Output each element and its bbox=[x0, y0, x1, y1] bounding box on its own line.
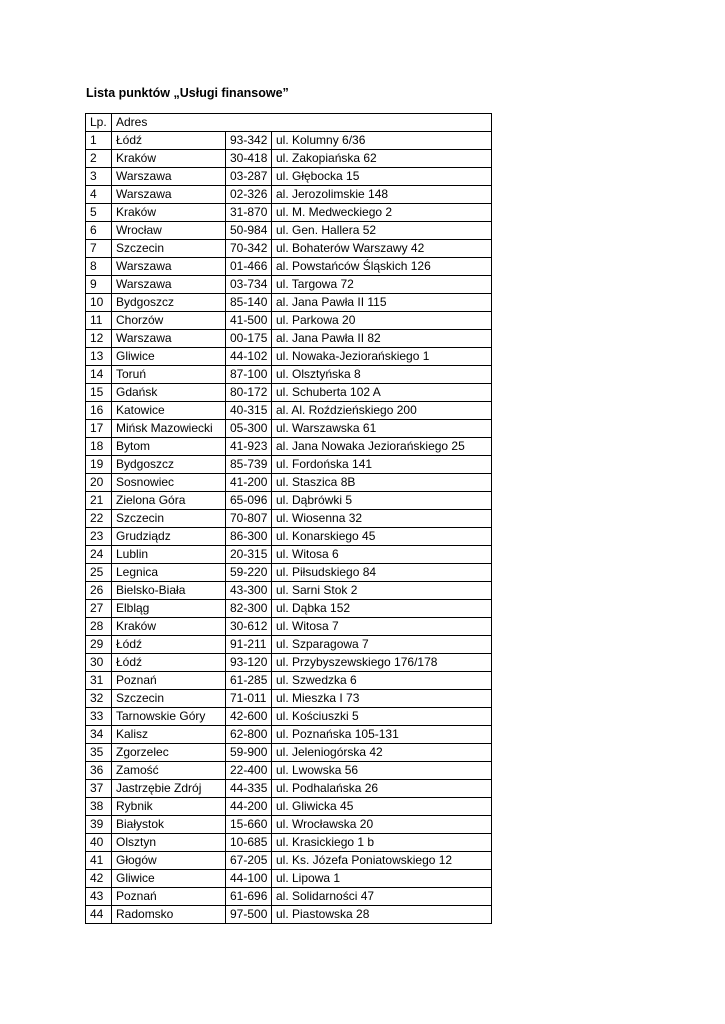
row-number: 11 bbox=[86, 312, 112, 330]
row-number: 41 bbox=[86, 852, 112, 870]
table-row bbox=[86, 654, 492, 672]
row-postal-code: 42-600 bbox=[226, 708, 272, 726]
row-city: Sosnowiec bbox=[112, 474, 226, 492]
row-city: Białystok bbox=[112, 816, 226, 834]
table-row bbox=[86, 204, 492, 222]
row-postal-code: 59-220 bbox=[226, 564, 272, 582]
row-number: 27 bbox=[86, 600, 112, 618]
row-street: al. Jana Pawła II 82 bbox=[272, 330, 492, 348]
table-row bbox=[86, 906, 492, 924]
row-postal-code: 87-100 bbox=[226, 366, 272, 384]
table-row bbox=[86, 528, 492, 546]
row-city: Bydgoszcz bbox=[112, 294, 226, 312]
row-street: al. Jerozolimskie 148 bbox=[272, 186, 492, 204]
row-street: ul. Dąbrówki 5 bbox=[272, 492, 492, 510]
header-lp: Lp. bbox=[86, 114, 112, 132]
row-postal-code: 30-612 bbox=[226, 618, 272, 636]
document-title: Lista punktów „Usługi finansowe” bbox=[86, 86, 289, 100]
row-number: 43 bbox=[86, 888, 112, 906]
row-city: Chorzów bbox=[112, 312, 226, 330]
row-city: Łódź bbox=[112, 636, 226, 654]
row-postal-code: 93-120 bbox=[226, 654, 272, 672]
row-street: al. Jana Nowaka Jeziorańskiego 25 bbox=[272, 438, 492, 456]
table-row bbox=[86, 294, 492, 312]
row-postal-code: 80-172 bbox=[226, 384, 272, 402]
row-street: ul. Zakopiańska 62 bbox=[272, 150, 492, 168]
row-number: 1 bbox=[86, 132, 112, 150]
row-postal-code: 70-807 bbox=[226, 510, 272, 528]
row-city: Toruń bbox=[112, 366, 226, 384]
table-row bbox=[86, 348, 492, 366]
row-street: ul. Sarni Stok 2 bbox=[272, 582, 492, 600]
row-street: ul. Gliwicka 45 bbox=[272, 798, 492, 816]
row-number: 37 bbox=[86, 780, 112, 798]
row-postal-code: 10-685 bbox=[226, 834, 272, 852]
row-city: Gdańsk bbox=[112, 384, 226, 402]
row-number: 36 bbox=[86, 762, 112, 780]
row-postal-code: 61-696 bbox=[226, 888, 272, 906]
row-street: ul. Ks. Józefa Poniatowskiego 12 bbox=[272, 852, 492, 870]
row-number: 12 bbox=[86, 330, 112, 348]
row-number: 17 bbox=[86, 420, 112, 438]
row-street: ul. Piłsudskiego 84 bbox=[272, 564, 492, 582]
row-postal-code: 50-984 bbox=[226, 222, 272, 240]
row-city: Warszawa bbox=[112, 258, 226, 276]
row-street: ul. Fordońska 141 bbox=[272, 456, 492, 474]
row-number: 35 bbox=[86, 744, 112, 762]
row-postal-code: 65-096 bbox=[226, 492, 272, 510]
row-street: ul. Kościuszki 5 bbox=[272, 708, 492, 726]
table-row bbox=[86, 474, 492, 492]
row-number: 7 bbox=[86, 240, 112, 258]
table-row bbox=[86, 672, 492, 690]
row-street: ul. Szwedzka 6 bbox=[272, 672, 492, 690]
row-city: Bytom bbox=[112, 438, 226, 456]
row-postal-code: 44-335 bbox=[226, 780, 272, 798]
row-street: ul. Wrocławska 20 bbox=[272, 816, 492, 834]
row-street: ul. Jeleniogórska 42 bbox=[272, 744, 492, 762]
row-postal-code: 15-660 bbox=[226, 816, 272, 834]
table-row bbox=[86, 852, 492, 870]
table-row bbox=[86, 834, 492, 852]
row-number: 22 bbox=[86, 510, 112, 528]
row-city: Warszawa bbox=[112, 330, 226, 348]
row-street: ul. M. Medweckiego 2 bbox=[272, 204, 492, 222]
row-number: 42 bbox=[86, 870, 112, 888]
row-number: 10 bbox=[86, 294, 112, 312]
row-postal-code: 41-200 bbox=[226, 474, 272, 492]
table-row bbox=[86, 708, 492, 726]
row-number: 18 bbox=[86, 438, 112, 456]
row-postal-code: 93-342 bbox=[226, 132, 272, 150]
row-street: ul. Mieszka I 73 bbox=[272, 690, 492, 708]
row-number: 3 bbox=[86, 168, 112, 186]
row-street: ul. Nowaka-Jeziorańskiego 1 bbox=[272, 348, 492, 366]
table-row bbox=[86, 618, 492, 636]
row-postal-code: 20-315 bbox=[226, 546, 272, 564]
table-header-row bbox=[86, 114, 492, 132]
table-row bbox=[86, 384, 492, 402]
row-city: Warszawa bbox=[112, 186, 226, 204]
row-city: Elbląg bbox=[112, 600, 226, 618]
row-city: Kalisz bbox=[112, 726, 226, 744]
table-row bbox=[86, 870, 492, 888]
row-city: Szczecin bbox=[112, 690, 226, 708]
table-row bbox=[86, 798, 492, 816]
row-street: ul. Lwowska 56 bbox=[272, 762, 492, 780]
table-row bbox=[86, 780, 492, 798]
row-postal-code: 85-140 bbox=[226, 294, 272, 312]
row-postal-code: 71-011 bbox=[226, 690, 272, 708]
table-row bbox=[86, 762, 492, 780]
row-city: Kraków bbox=[112, 150, 226, 168]
row-postal-code: 91-211 bbox=[226, 636, 272, 654]
row-number: 9 bbox=[86, 276, 112, 294]
row-city: Mińsk Mazowiecki bbox=[112, 420, 226, 438]
row-postal-code: 85-739 bbox=[226, 456, 272, 474]
table-row bbox=[86, 168, 492, 186]
row-street: ul. Bohaterów Warszawy 42 bbox=[272, 240, 492, 258]
row-number: 19 bbox=[86, 456, 112, 474]
row-city: Lublin bbox=[112, 546, 226, 564]
row-street: ul. Witosa 7 bbox=[272, 618, 492, 636]
row-number: 24 bbox=[86, 546, 112, 564]
row-number: 8 bbox=[86, 258, 112, 276]
row-street: ul. Schuberta 102 A bbox=[272, 384, 492, 402]
table-row bbox=[86, 132, 492, 150]
row-number: 4 bbox=[86, 186, 112, 204]
table-row bbox=[86, 582, 492, 600]
table-row bbox=[86, 150, 492, 168]
row-number: 14 bbox=[86, 366, 112, 384]
row-number: 6 bbox=[86, 222, 112, 240]
table-row bbox=[86, 492, 492, 510]
table-row bbox=[86, 438, 492, 456]
row-street: ul. Targowa 72 bbox=[272, 276, 492, 294]
row-postal-code: 70-342 bbox=[226, 240, 272, 258]
row-number: 2 bbox=[86, 150, 112, 168]
row-postal-code: 31-870 bbox=[226, 204, 272, 222]
row-postal-code: 01-466 bbox=[226, 258, 272, 276]
row-city: Poznań bbox=[112, 672, 226, 690]
row-street: ul. Piastowska 28 bbox=[272, 906, 492, 924]
table-row bbox=[86, 312, 492, 330]
table-row bbox=[86, 420, 492, 438]
row-number: 29 bbox=[86, 636, 112, 654]
row-number: 39 bbox=[86, 816, 112, 834]
row-street: ul. Warszawska 61 bbox=[272, 420, 492, 438]
row-number: 33 bbox=[86, 708, 112, 726]
row-number: 20 bbox=[86, 474, 112, 492]
row-city: Zielona Góra bbox=[112, 492, 226, 510]
row-number: 40 bbox=[86, 834, 112, 852]
table-row bbox=[86, 636, 492, 654]
row-number: 38 bbox=[86, 798, 112, 816]
row-postal-code: 86-300 bbox=[226, 528, 272, 546]
row-city: Tarnowskie Góry bbox=[112, 708, 226, 726]
table-row bbox=[86, 816, 492, 834]
row-city: Szczecin bbox=[112, 510, 226, 528]
row-city: Rybnik bbox=[112, 798, 226, 816]
row-street: ul. Witosa 6 bbox=[272, 546, 492, 564]
row-street: al. Jana Pawła II 115 bbox=[272, 294, 492, 312]
row-street: ul. Konarskiego 45 bbox=[272, 528, 492, 546]
row-number: 15 bbox=[86, 384, 112, 402]
row-postal-code: 22-400 bbox=[226, 762, 272, 780]
row-street: ul. Gen. Hallera 52 bbox=[272, 222, 492, 240]
row-city: Olsztyn bbox=[112, 834, 226, 852]
table-row bbox=[86, 222, 492, 240]
row-city: Kraków bbox=[112, 204, 226, 222]
row-postal-code: 41-500 bbox=[226, 312, 272, 330]
row-city: Radomsko bbox=[112, 906, 226, 924]
table-row bbox=[86, 600, 492, 618]
table-row bbox=[86, 888, 492, 906]
row-postal-code: 44-102 bbox=[226, 348, 272, 366]
row-city: Głogów bbox=[112, 852, 226, 870]
row-number: 5 bbox=[86, 204, 112, 222]
table-row bbox=[86, 258, 492, 276]
row-street: al. Powstańców Śląskich 126 bbox=[272, 258, 492, 276]
row-postal-code: 44-100 bbox=[226, 870, 272, 888]
row-city: Bielsko-Biała bbox=[112, 582, 226, 600]
table-row bbox=[86, 456, 492, 474]
row-number: 21 bbox=[86, 492, 112, 510]
table-row bbox=[86, 726, 492, 744]
table-row bbox=[86, 276, 492, 294]
row-postal-code: 61-285 bbox=[226, 672, 272, 690]
header-address: Adres bbox=[112, 114, 492, 132]
row-city: Zamość bbox=[112, 762, 226, 780]
row-city: Grudziądz bbox=[112, 528, 226, 546]
table-row bbox=[86, 510, 492, 528]
row-postal-code: 62-800 bbox=[226, 726, 272, 744]
row-city: Poznań bbox=[112, 888, 226, 906]
row-number: 44 bbox=[86, 906, 112, 924]
row-street: ul. Głębocka 15 bbox=[272, 168, 492, 186]
table-row bbox=[86, 402, 492, 420]
row-postal-code: 82-300 bbox=[226, 600, 272, 618]
row-city: Warszawa bbox=[112, 168, 226, 186]
row-postal-code: 03-287 bbox=[226, 168, 272, 186]
row-street: ul. Poznańska 105-131 bbox=[272, 726, 492, 744]
row-city: Łódź bbox=[112, 132, 226, 150]
row-postal-code: 05-300 bbox=[226, 420, 272, 438]
row-street: ul. Przybyszewskiego 176/178 bbox=[272, 654, 492, 672]
table-row bbox=[86, 546, 492, 564]
row-postal-code: 30-418 bbox=[226, 150, 272, 168]
points-table bbox=[85, 113, 492, 924]
table-row bbox=[86, 744, 492, 762]
row-city: Łódź bbox=[112, 654, 226, 672]
row-city: Gliwice bbox=[112, 348, 226, 366]
row-city: Wrocław bbox=[112, 222, 226, 240]
row-number: 26 bbox=[86, 582, 112, 600]
row-postal-code: 97-500 bbox=[226, 906, 272, 924]
row-postal-code: 44-200 bbox=[226, 798, 272, 816]
row-number: 25 bbox=[86, 564, 112, 582]
row-street: ul. Dąbka 152 bbox=[272, 600, 492, 618]
row-number: 28 bbox=[86, 618, 112, 636]
row-street: ul. Olsztyńska 8 bbox=[272, 366, 492, 384]
row-number: 23 bbox=[86, 528, 112, 546]
table-row bbox=[86, 366, 492, 384]
row-city: Szczecin bbox=[112, 240, 226, 258]
row-postal-code: 00-175 bbox=[226, 330, 272, 348]
row-number: 31 bbox=[86, 672, 112, 690]
row-street: ul. Podhalańska 26 bbox=[272, 780, 492, 798]
row-postal-code: 43-300 bbox=[226, 582, 272, 600]
row-number: 13 bbox=[86, 348, 112, 366]
row-city: Katowice bbox=[112, 402, 226, 420]
row-postal-code: 03-734 bbox=[226, 276, 272, 294]
table-row bbox=[86, 330, 492, 348]
table-row bbox=[86, 240, 492, 258]
row-city: Gliwice bbox=[112, 870, 226, 888]
row-city: Bydgoszcz bbox=[112, 456, 226, 474]
row-number: 16 bbox=[86, 402, 112, 420]
row-city: Warszawa bbox=[112, 276, 226, 294]
row-city: Jastrzębie Zdrój bbox=[112, 780, 226, 798]
row-postal-code: 40-315 bbox=[226, 402, 272, 420]
row-street: ul. Krasickiego 1 b bbox=[272, 834, 492, 852]
row-postal-code: 41-923 bbox=[226, 438, 272, 456]
table-body bbox=[86, 132, 492, 924]
row-city: Zgorzelec bbox=[112, 744, 226, 762]
row-number: 32 bbox=[86, 690, 112, 708]
row-city: Kraków bbox=[112, 618, 226, 636]
row-street: ul. Lipowa 1 bbox=[272, 870, 492, 888]
row-number: 30 bbox=[86, 654, 112, 672]
row-number: 34 bbox=[86, 726, 112, 744]
row-street: ul. Staszica 8B bbox=[272, 474, 492, 492]
row-city: Legnica bbox=[112, 564, 226, 582]
table-row bbox=[86, 564, 492, 582]
row-street: ul. Kolumny 6/36 bbox=[272, 132, 492, 150]
table-row bbox=[86, 690, 492, 708]
row-postal-code: 02-326 bbox=[226, 186, 272, 204]
row-postal-code: 59-900 bbox=[226, 744, 272, 762]
row-street: ul. Szparagowa 7 bbox=[272, 636, 492, 654]
table-row bbox=[86, 186, 492, 204]
row-street: ul. Parkowa 20 bbox=[272, 312, 492, 330]
row-street: al. Solidarności 47 bbox=[272, 888, 492, 906]
row-postal-code: 67-205 bbox=[226, 852, 272, 870]
row-street: al. Al. Roździeńskiego 200 bbox=[272, 402, 492, 420]
row-street: ul. Wiosenna 32 bbox=[272, 510, 492, 528]
